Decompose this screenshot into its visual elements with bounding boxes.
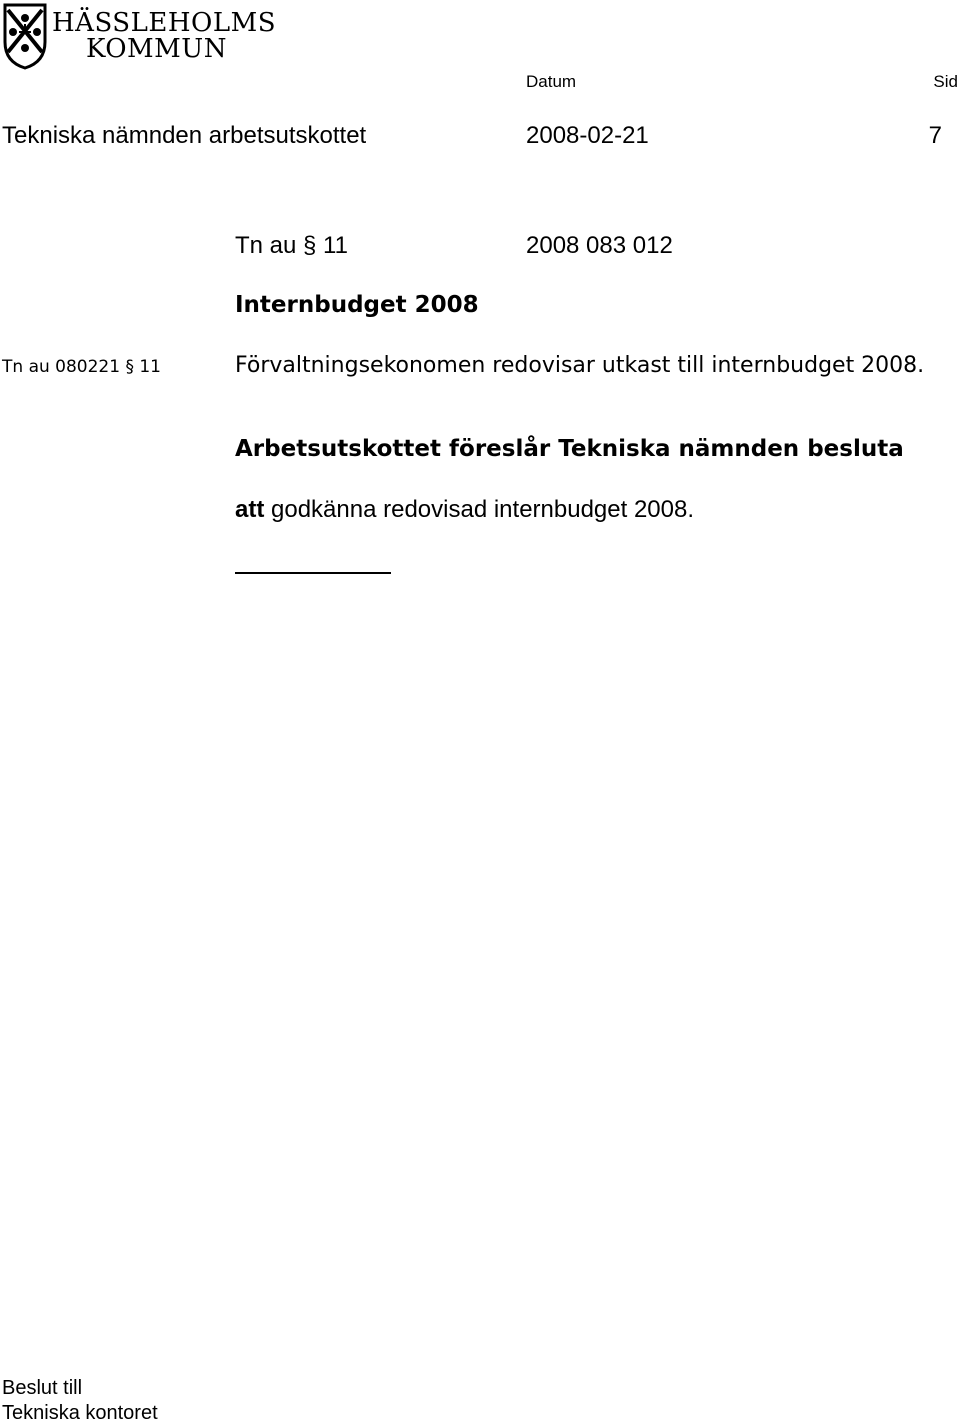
decision-line [235, 496, 694, 524]
logo-wordmark-line1: HÄSSLEHOLMS [52, 8, 277, 38]
decision-text: godkänna redovisad internbudget 2008. [264, 496, 695, 523]
coat-of-arms-icon [2, 2, 48, 70]
diary-number: 2008 083 012 [526, 232, 673, 259]
paragraph-reference: Tn au § 11 [235, 232, 348, 259]
sid-label: Sid [933, 72, 958, 91]
decision-keyword: att [235, 496, 265, 523]
distribution-label: Beslut till [2, 1377, 83, 1399]
case-title: Internbudget 2008 [235, 292, 479, 318]
section-divider [235, 572, 391, 574]
organ-name: Tekniska nämnden arbetsutskottet [2, 122, 367, 149]
page-number: 7 [928, 122, 942, 149]
datum-label: Datum [526, 72, 577, 91]
meeting-date: 2008-02-21 [526, 122, 649, 149]
logo-wordmark-line2: KOMMUN [86, 34, 227, 64]
margin-reference: Tn au 080221 § 11 [2, 357, 161, 377]
case-description: Förvaltningsekonomen redovisar utkast till internbudget 2008. [235, 353, 925, 378]
distribution-recipient: Tekniska kontoret [2, 1402, 158, 1424]
proposal-heading: Arbetsutskottet föreslår Tekniska nämnden besluta [235, 436, 904, 462]
